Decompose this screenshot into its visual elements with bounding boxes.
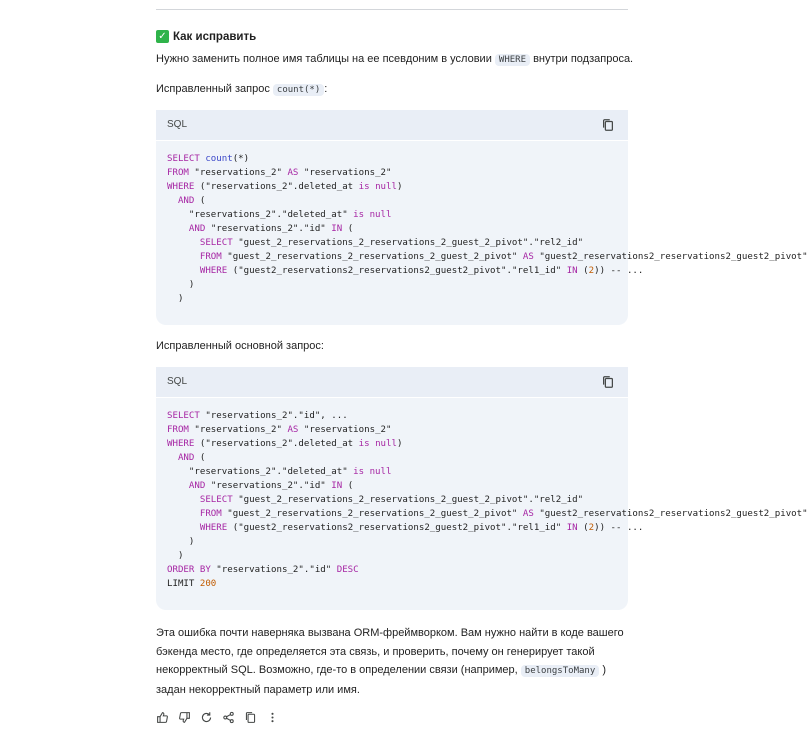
code-content bbox=[156, 398, 808, 591]
copy-code-icon[interactable] bbox=[601, 118, 615, 132]
code-line: WHERE ("reservations_2".deleted_at is null) bbox=[167, 182, 403, 192]
regenerate-icon[interactable] bbox=[200, 711, 213, 724]
subquery-label: Исправленный запрос count(*) : bbox=[156, 83, 328, 95]
code-line: ORDER BY "reservations_2"."id" DESC bbox=[167, 565, 359, 575]
inline-code-where: WHERE bbox=[495, 54, 530, 66]
copy-code-icon[interactable] bbox=[601, 375, 615, 389]
inline-code-count: count(*) bbox=[273, 84, 324, 96]
code-line: AND "reservations_2"."id" IN ( bbox=[188, 224, 354, 234]
more-vertical-icon[interactable] bbox=[266, 711, 279, 724]
code-line: SELECT count(*) bbox=[167, 154, 250, 164]
code-line: WHERE ("reservations_2".deleted_at is null) bbox=[167, 439, 403, 449]
main-query-label: Исправленный основной запрос: bbox=[156, 340, 324, 352]
code-line: LIMIT 200 bbox=[167, 579, 217, 589]
response-actions bbox=[156, 711, 279, 724]
code-line: AND "reservations_2"."id" IN ( bbox=[188, 481, 354, 491]
code-language-label: SQL bbox=[167, 119, 188, 130]
code-line: ) bbox=[167, 537, 195, 547]
code-line: "reservations_2"."deleted_at" is null bbox=[167, 210, 392, 220]
code-line: SELECT "guest_2_reservations_2_reservations_2_guest_2_pivot"."rel2_id" bbox=[199, 238, 584, 248]
code-block-main-query bbox=[156, 367, 808, 610]
code-line: FROM "reservations_2" AS "reservations_2" bbox=[167, 425, 392, 435]
code-line: FROM "reservations_2" AS "reservations_2" bbox=[167, 168, 392, 178]
check-mark-icon: ✓ bbox=[156, 30, 169, 43]
thumbs-down-icon[interactable] bbox=[178, 711, 191, 724]
code-line: AND ( bbox=[177, 196, 206, 206]
code-line: AND ( bbox=[177, 453, 206, 463]
code-line: "reservations_2"."deleted_at" is null bbox=[167, 467, 392, 477]
section-heading bbox=[156, 30, 256, 43]
copy-icon[interactable] bbox=[244, 711, 257, 724]
top-divider bbox=[156, 9, 628, 10]
inline-code-belongs-to-many: belongsToMany bbox=[521, 665, 599, 677]
code-line: FROM "guest_2_reservations_2_reservations_2_guest_2_pivot" AS "guest2_reservations2_reservations2_guest2_pivot" bbox=[199, 509, 808, 519]
code-language-label: SQL bbox=[167, 376, 188, 387]
conclusion-paragraph: Эта ошибка почти наверняка вызвана ORM-фреймворком. Вам нужно найти в коде вашего бэкенда место, где определяется эта связь, и проверить, почему он генерирует такой некорректный SQL. Возможно, где-то в определении связи (например, belongsToMany ) задан некорректный параметр или имя. bbox=[156, 627, 624, 696]
code-line: WHERE ("guest2_reservations2_reservations2_guest2_pivot"."rel1_id" IN (2)) -- ... bbox=[199, 266, 644, 276]
share-icon[interactable] bbox=[222, 711, 235, 724]
code-block-subquery bbox=[156, 110, 808, 325]
code-line: SELECT "guest_2_reservations_2_reservations_2_guest_2_pivot"."rel2_id" bbox=[199, 495, 584, 505]
code-line: FROM "guest_2_reservations_2_reservations_2_guest_2_pivot" AS "guest2_reservations2_reservations2_guest2_pivot" bbox=[199, 252, 808, 262]
code-block-header bbox=[156, 110, 628, 141]
code-line: SELECT "reservations_2"."id", ... bbox=[167, 411, 348, 421]
code-line: ) bbox=[167, 551, 184, 561]
code-block-header bbox=[156, 367, 628, 398]
code-line: ) bbox=[167, 294, 184, 304]
code-content bbox=[156, 141, 808, 306]
thumbs-up-icon[interactable] bbox=[156, 711, 169, 724]
code-line: WHERE ("guest2_reservations2_reservations2_guest2_pivot"."rel1_id" IN (2)) -- ... bbox=[199, 523, 644, 533]
heading-text: Как исправить bbox=[173, 30, 257, 43]
intro-paragraph: Нужно заменить полное имя таблицы на ее псевдоним в условии WHERE внутри подзапроса. bbox=[156, 53, 634, 65]
code-line: ) bbox=[167, 280, 195, 290]
